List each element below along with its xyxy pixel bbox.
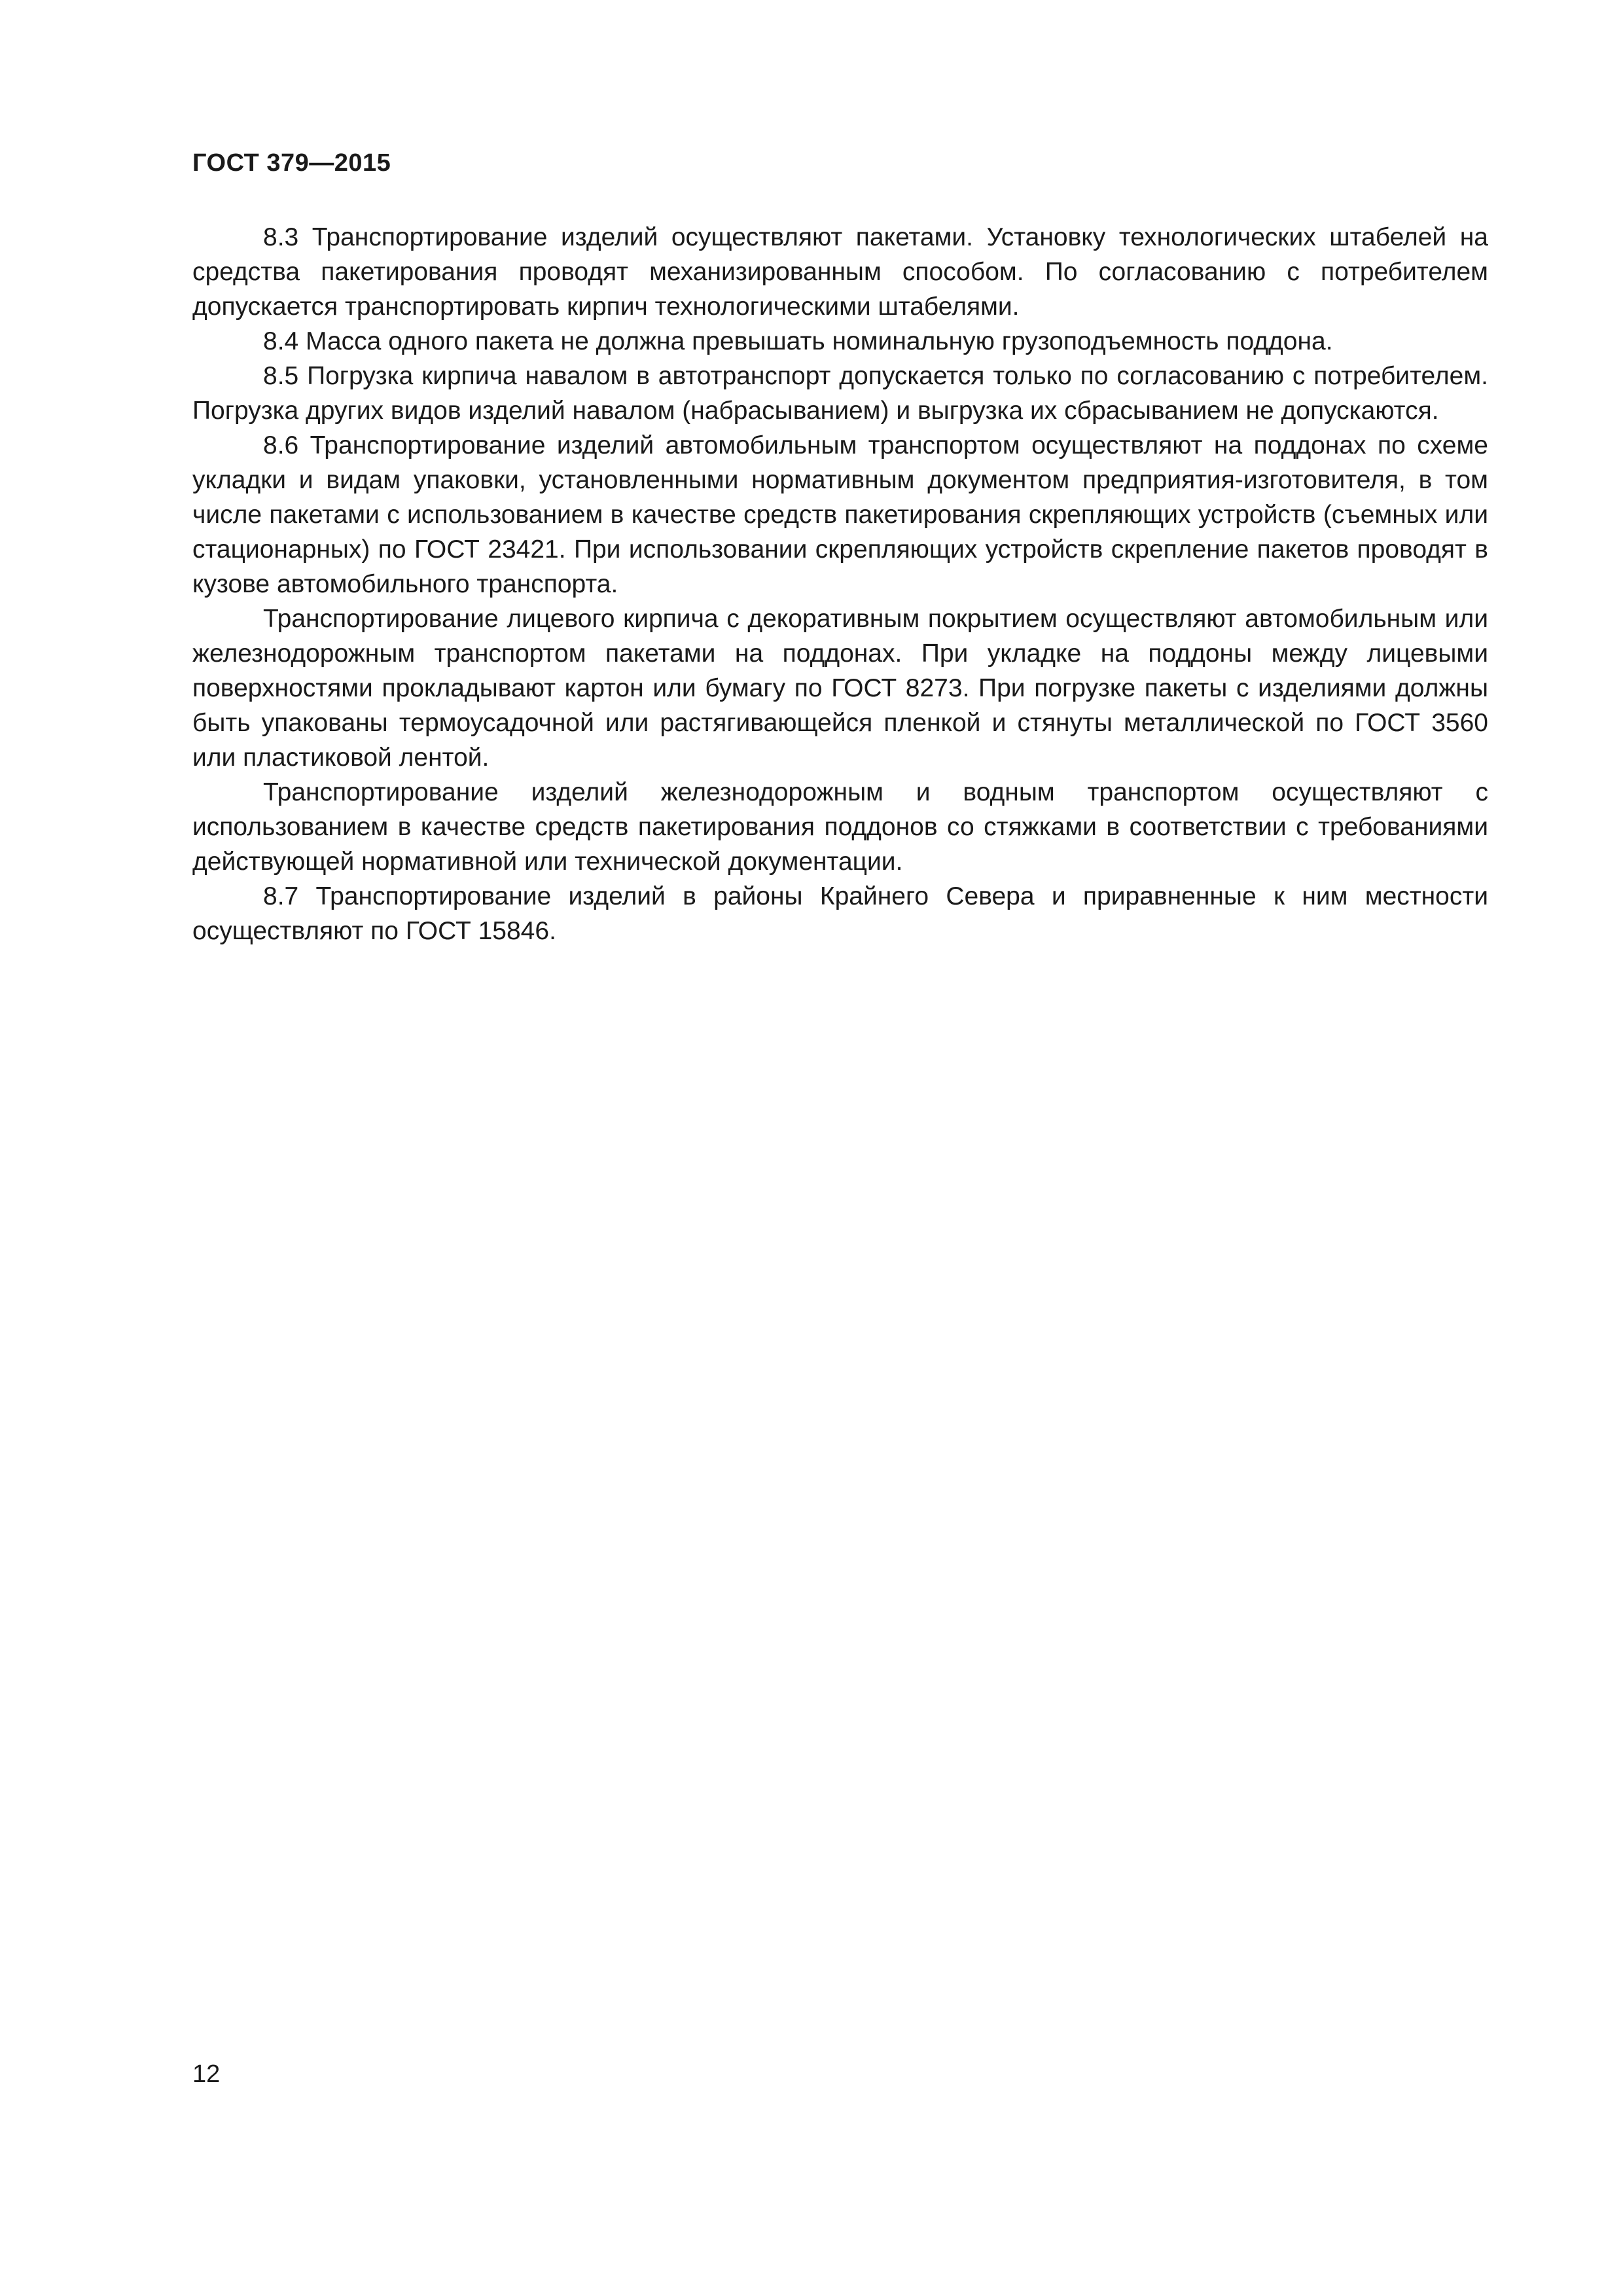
paragraph-rail-water-transport: Транспортирование изделий железнодорожным и водным транспортом осуществляют с использованием в качестве средств пакетирования поддонов со стяжками в соответствии с требованиями действующей нормативной или технической документации. — [192, 778, 1488, 876]
paragraph-8-6: 8.6 Транспортирование изделий автомобильным транспортом осуществляют на поддонах по схеме укладки и видам упаковки, установленными нормативным документом предприятия-изготовителя, в том числе пакетами с использованием в качестве средств пакетирования скрепляющих устройств (съемных или стационарных) по ГОСТ 23421. При использовании скрепляющих устройств скрепление пакетов проводят в кузове автомобильного транспорта. — [192, 431, 1488, 598]
paragraph-8-5: 8.5 Погрузка кирпича навалом в автотранспорт допускается только по согласованию с потребителем. Погрузка других видов изделий навалом (набрасыванием) и выгрузка их сбрасыванием не допускаются. — [192, 362, 1488, 425]
paragraph-8-3: 8.3 Транспортирование изделий осуществляют пакетами. Установку технологических штабелей на средства пакетирования проводят механизированным способом. По согласованию с потребителем допускается транспортировать кирпич технологическими штабелями. — [192, 223, 1488, 321]
document-code-header: ГОСТ 379—2015 — [192, 149, 391, 177]
paragraph-8-7: 8.7 Транспортирование изделий в районы Крайнего Севера и приравненные к ним местности осуществляют по ГОСТ 15846. — [192, 882, 1488, 945]
page-number: 12 — [192, 2060, 221, 2088]
section-body — [192, 220, 1488, 948]
paragraph-8-4: 8.4 Масса одного пакета не должна превышать номинальную грузоподъемность поддона. — [263, 327, 1333, 355]
paragraph-facing-brick: Транспортирование лицевого кирпича с декоративным покрытием осуществляют автомобильным или железнодорожным транспортом пакетами на поддонах. При укладке на поддоны между лицевыми поверхностями прокладывают картон или бумагу по ГОСТ 8273. При погрузке пакеты с изделиями должны быть упакованы термоусадочной или растягивающейся пленкой и стянуты металлической по ГОСТ 3560 или пластиковой лентой. — [192, 605, 1488, 772]
